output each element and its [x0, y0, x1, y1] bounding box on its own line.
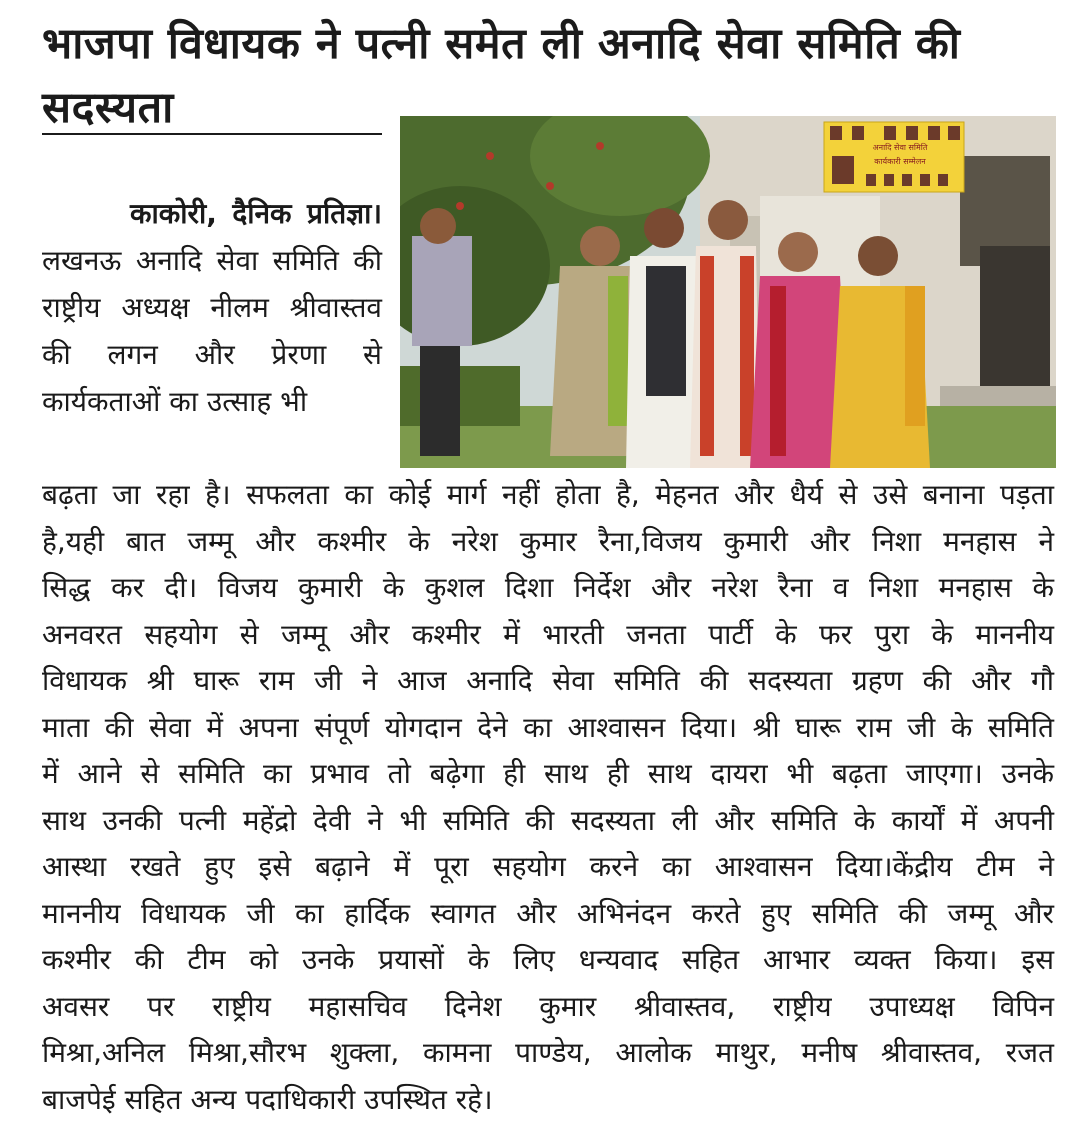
dateline: काकोरी, दैनिक प्रतिज्ञा।	[130, 197, 382, 230]
headline-divider	[42, 133, 382, 135]
body-line: अवसर पर राष्ट्रीय महासचिव दिनेश कुमार श्रीवास्तव, राष्ट्रीय उपाध्यक्ष विपिन	[42, 989, 1054, 1023]
photo-illustration	[400, 116, 1056, 468]
lead-column	[42, 190, 382, 425]
body-line: साथ उनकी पत्नी महेंद्रो देवी ने भी समिति की सदस्यता ली और समिति के कार्यों में अपनी	[42, 803, 1054, 837]
body-line: कश्मीर की टीम को उनके प्रयासों के लिए धन्यवाद सहित आभार व्यक्त किया। इस	[42, 943, 1054, 976]
body-line: माननीय विधायक जी का हार्दिक स्वागत और अभिनंदन करते हुए समिति की जम्मू और	[42, 896, 1054, 930]
body-line: बढ़ता जा रहा है। सफलता का कोई मार्ग नहीं होता है, मेहनत और धैर्य से उसे बनाना पड़ता	[42, 478, 1054, 511]
person-1	[412, 236, 472, 346]
body-line: मिश्रा,अनिल मिश्रा,सौरभ शुक्ला, कामना पाण्डेय, आलोक माथुर, मनीष श्रीवास्तव, रजत	[42, 1036, 1054, 1069]
banner-line-1: अनादि सेवा समिति	[872, 143, 928, 152]
headline: भाजपा विधायक ने पत्नी समेत ली अनादि सेवा समिति की सदस्यता	[42, 19, 961, 133]
lead-text: लखनऊ अनादि सेवा समिति की राष्ट्रीय अध्यक्ष नीलम श्रीवास्तव की लगन और प्रेरणा से कार्यकताओं का उत्साह भी	[42, 244, 382, 418]
body-line: माता की सेवा में अपना संपूर्ण योगदान देने का आश्वासन दिया। श्री घारू राम जी के समिति	[42, 710, 1054, 744]
body-line: बाजपेई सहित अन्य पदाधिकारी उपस्थित रहे।	[42, 1082, 493, 1116]
banner-line-2: कार्यकारी सम्मेलन	[874, 157, 926, 166]
body-line: सिद्ध कर दी। विजय कुमारी के कुशल दिशा निर्देश और नरेश रैना व निशा मनहास के	[42, 571, 1054, 604]
body-line: आस्था रखते हुए इसे बढ़ाने में पूरा सहयोग करने का आश्वासन दिया।केंद्रीय टीम ने	[42, 850, 1054, 883]
body-line: विधायक श्री घारू राम जी ने आज अनादि सेवा समिति की सदस्यता ग्रहण की और गौ	[42, 664, 1054, 697]
article-body	[42, 472, 1054, 1123]
news-photo	[400, 116, 1056, 468]
body-line: है,यही बात जम्मू और कश्मीर के नरेश कुमार रैना,विजय कुमारी और निशा मनहास ने	[42, 524, 1054, 558]
body-line: अनवरत सहयोग से जम्मू और कश्मीर में भारती जनता पार्टी के फर पुरा के माननीय	[42, 617, 1054, 651]
body-line: में आने से समिति का प्रभाव तो बढ़ेगा ही साथ ही साथ दायरा भी बढ़ता जाएगा। उनके	[42, 757, 1054, 790]
